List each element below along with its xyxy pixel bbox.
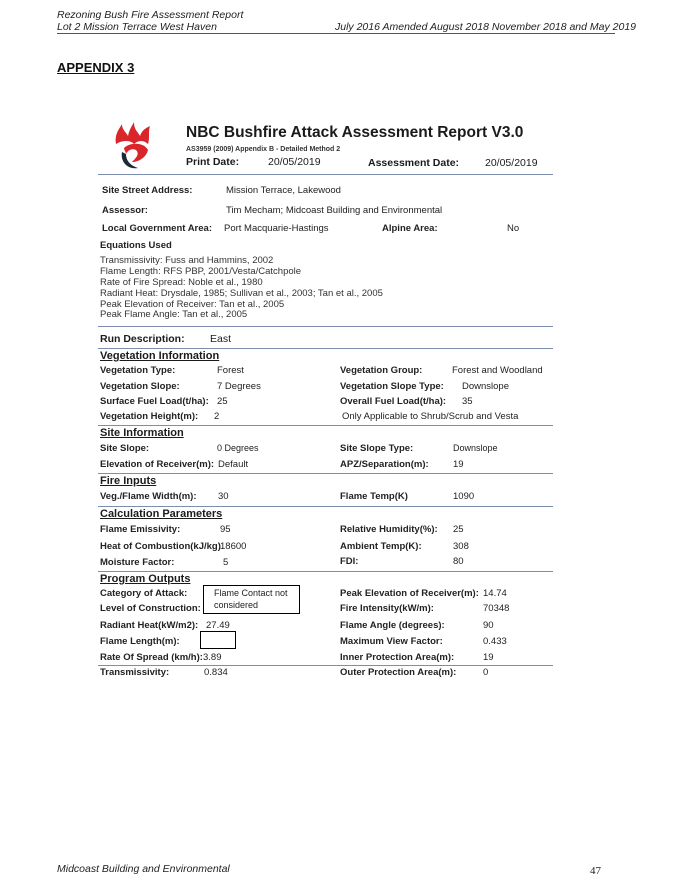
site-slope-value: 0 Degrees [217,443,259,453]
humidity-value: 25 [453,524,464,535]
surface-fuel-label: Surface Fuel Load(t/ha): [100,396,209,407]
category-box [203,585,300,614]
lga-value: Port Macquarie-Hastings [224,223,329,234]
inner-label: Inner Protection Area(m): [340,652,455,663]
site-slope-type-label: Site Slope Type: [340,443,414,454]
page-number: 47 [590,865,601,877]
transmissivity-label: Transmissivity: [100,667,170,678]
section-rule [98,425,553,426]
ros-value: 3.89 [203,652,222,663]
flame-width-label: Veg./Flame Width(m): [100,491,197,502]
moisture-value: 5 [223,557,229,568]
assessment-date-label: Assessment Date: [368,157,460,169]
section-rule [98,506,553,507]
run-label: Run Description: [100,333,185,345]
intensity-value: 70348 [483,603,510,614]
view-factor-value: 0.433 [483,636,507,647]
section-rule [98,348,553,349]
veg-height-value: 2 [214,411,220,422]
outer-value: 0 [483,667,489,678]
veg-height-label: Vegetation Height(m): [100,411,199,422]
vegetation-heading: Vegetation Information [100,350,220,362]
humidity-label: Relative Humidity(%): [340,524,438,535]
calc-heading: Calculation Parameters [100,508,223,520]
assessor-value: Tim Mecham; Midcoast Building and Environmental [226,205,443,216]
heat-comb-value: 18600 [220,541,247,552]
section-rule [98,326,553,327]
veg-slope-value: 7 Degrees [217,381,261,392]
alpine-label: Alpine Area: [382,223,438,234]
equation-line: Rate of Fire Spread: Noble et al., 1980 [100,277,263,288]
equation-line: Radiant Heat: Drysdale, 1985; Sullivan et al., 2003; Tan et al., 2005 [100,288,383,299]
nbc-flame-logo-icon [112,122,158,170]
lga-label: Local Government Area: [102,223,212,234]
elev-receiver-value: Default [218,459,249,470]
fdi-value: 80 [453,556,464,567]
appendix-heading: APPENDIX 3 [57,60,135,75]
veg-type-label: Vegetation Type: [100,365,176,376]
view-factor-label: Maximum View Factor: [340,636,443,647]
apz-label: APZ/Separation(m): [340,459,429,470]
print-date-label: Print Date: [186,156,240,168]
outer-label: Outer Protection Area(m): [340,667,457,678]
footer-company: Midcoast Building and Environmental [57,863,230,875]
intensity-label: Fire Intensity(kW/m): [340,603,434,614]
flame-temp-label: Flame Temp(K) [340,491,408,502]
elev-receiver-label: Elevation of Receiver(m): [100,459,215,470]
ros-label: Rate Of Spread (km/h): [100,652,203,663]
equation-line: Transmissivity: Fuss and Hammins, 2002 [100,255,274,266]
flame-temp-value: 1090 [453,491,475,502]
category-value-line: considered [214,600,259,610]
veg-slope-type-label: Vegetation Slope Type: [340,381,444,392]
veg-group-value: Forest and Woodland [452,365,543,376]
equations-heading: Equations Used [100,240,172,251]
veg-slope-type-value: Downslope [462,381,509,392]
transmissivity-value: 0.834 [204,667,228,678]
site-heading: Site Information [100,427,184,439]
report-title: NBC Bushfire Attack Assessment Report V3.0 [186,124,524,141]
bushfire-report [90,118,560,693]
site-slope-type-value: Downslope [453,443,498,453]
outputs-heading: Program Outputs [100,573,191,585]
ambient-label: Ambient Temp(K): [340,541,422,552]
alpine-value: No [507,223,520,234]
site-slope-label: Site Slope: [100,443,150,454]
flame-length-label: Flame Length(m): [100,636,180,647]
equation-line: Peak Flame Angle: Tan et al., 2005 [100,309,248,320]
header-title: Rezoning Bush Fire Assessment Report [57,9,244,21]
apz-value: 19 [453,459,464,470]
flame-angle-value: 90 [483,620,494,631]
site-street-value: Mission Terrace, Lakewood [226,185,341,196]
section-rule [98,571,553,572]
site-street-label: Site Street Address: [102,185,193,196]
header-rule [57,33,615,34]
construction-label: Level of Construction: [100,603,201,614]
moisture-label: Moisture Factor: [100,557,175,568]
category-label: Category of Attack: [100,588,188,599]
peak-elev-value: 14.74 [483,588,507,599]
peak-elev-label: Peak Elevation of Receiver(m): [340,588,479,599]
flame-angle-label: Flame Angle (degrees): [340,620,445,631]
assessor-label: Assessor: [102,205,148,216]
flame-length-box [200,631,236,649]
emissivity-label: Flame Emissivity: [100,524,181,535]
ambient-value: 308 [453,541,469,552]
section-rule [98,473,553,474]
veg-slope-label: Vegetation Slope: [100,381,180,392]
fdi-label: FDI: [340,556,359,567]
flame-width-value: 30 [218,491,229,502]
title-rule [98,174,553,175]
overall-fuel-label: Overall Fuel Load(t/ha): [340,396,447,407]
report-subtitle: AS3959 (2009) Appendix B - Detailed Method 2 [186,146,341,153]
veg-height-note: Only Applicable to Shrub/Scrub and Vesta [342,411,519,422]
run-value: East [210,333,232,345]
radiant-value: 27.49 [206,620,230,631]
print-date-value: 20/05/2019 [268,156,321,168]
surface-fuel-value: 25 [217,396,228,407]
veg-group-label: Vegetation Group: [340,365,423,376]
heat-comb-label: Heat of Combustion(kJ/kg) [100,541,221,552]
header-dates: July 2016 Amended August 2018 November 2018 and May 2019 [335,21,637,33]
fire-heading: Fire Inputs [100,475,157,487]
section-rule [98,665,553,666]
overall-fuel-value: 35 [462,396,473,407]
equation-line: Peak Elevation of Receiver: Tan et al., 2005 [100,299,285,310]
assessment-date-value: 20/05/2019 [485,157,538,169]
equation-line: Flame Length: RFS PBP, 2001/Vesta/Catchpole [100,266,302,277]
header-location: Lot 2 Mission Terrace West Haven [57,21,217,33]
veg-type-value: Forest [217,365,244,376]
emissivity-value: 95 [220,524,231,535]
inner-value: 19 [483,652,494,663]
radiant-label: Radiant Heat(kW/m2): [100,620,199,631]
category-value-line: Flame Contact not [214,588,288,598]
